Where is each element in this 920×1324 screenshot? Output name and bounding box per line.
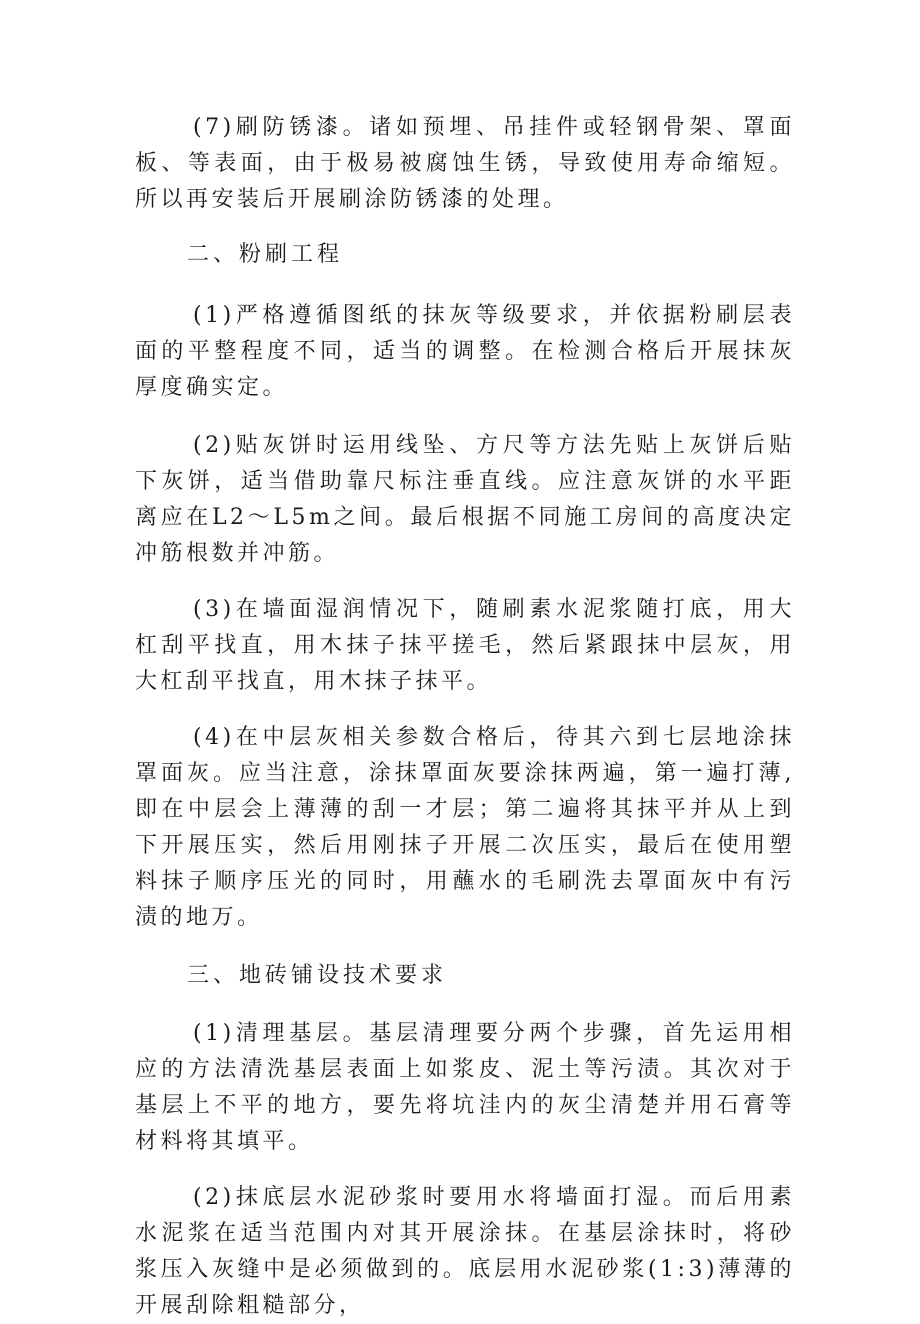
section-heading-plastering: 二、粉刷工程 <box>187 242 344 267</box>
section-heading-floor-tiles: 三、地砖铺设技术要求 <box>187 963 448 988</box>
plastering-item-3: (3)在墙面湿润情况下，随刷素水泥浆随打底，用大杠刮平找直，用木抹子抹平搓毛，然后紧跟抹中层灰，用大杠刮平找直，用木抹子抹平。 <box>135 597 795 694</box>
paragraph-7: (7)刷防锈漆。诸如预埋、吊挂件或轻钢骨架、罩面板、等表面，由于极易被腐蚀生锈，导致使用寿命缩短。所以再安装后开展刷涂防锈漆的处理。 <box>135 115 795 212</box>
plastering-item-4: (4)在中层灰相关参数合格后，待其六到七层地涂抹罩面灰。应当注意，涂抹罩面灰要涂抹两遍，第一遍打薄,即在中层会上薄薄的刮一才层；第二遍将其抹平并从上到下开展压实，然后用刚抹子开展二次压实，最后在使用塑料抹子顺序压光的同时，用蘸水的毛刷洗去罩面灰中有污渍的地万。 <box>135 725 795 930</box>
plastering-item-1: (1)严格遵循图纸的抹灰等级要求，并依据粉刷层表面的平整程度不同，适当的调整。在检测合格后开展抹灰厚度确实定。 <box>135 303 795 400</box>
plastering-item-2: (2)贴灰饼时运用线坠、方尺等方法先贴上灰饼后贴下灰饼，适当借助靠尺标注垂直线。应注意灰饼的水平距离应在L2～L5m之间。最后根据不同施工房间的高度决定冲筋根数并冲筋。 <box>135 433 795 566</box>
floor-tile-item-1: (1)清理基层。基层清理要分两个步骤，首先运用相应的方法清洗基层表面上如浆皮、泥土等污渍。其次对于基层上不平的地方，要先将坑洼内的灰尘清楚并用石膏等材料将其填平。 <box>135 1021 795 1154</box>
floor-tile-item-2: (2)抹底层水泥砂浆时要用水将墙面打湿。而后用素水泥浆在适当范围内对其开展涂抹。在基层涂抹时，将砂浆压入灰缝中是必须做到的。底层用水泥砂浆(1:3)薄薄的开展刮除粗糙部分， <box>135 1185 795 1318</box>
